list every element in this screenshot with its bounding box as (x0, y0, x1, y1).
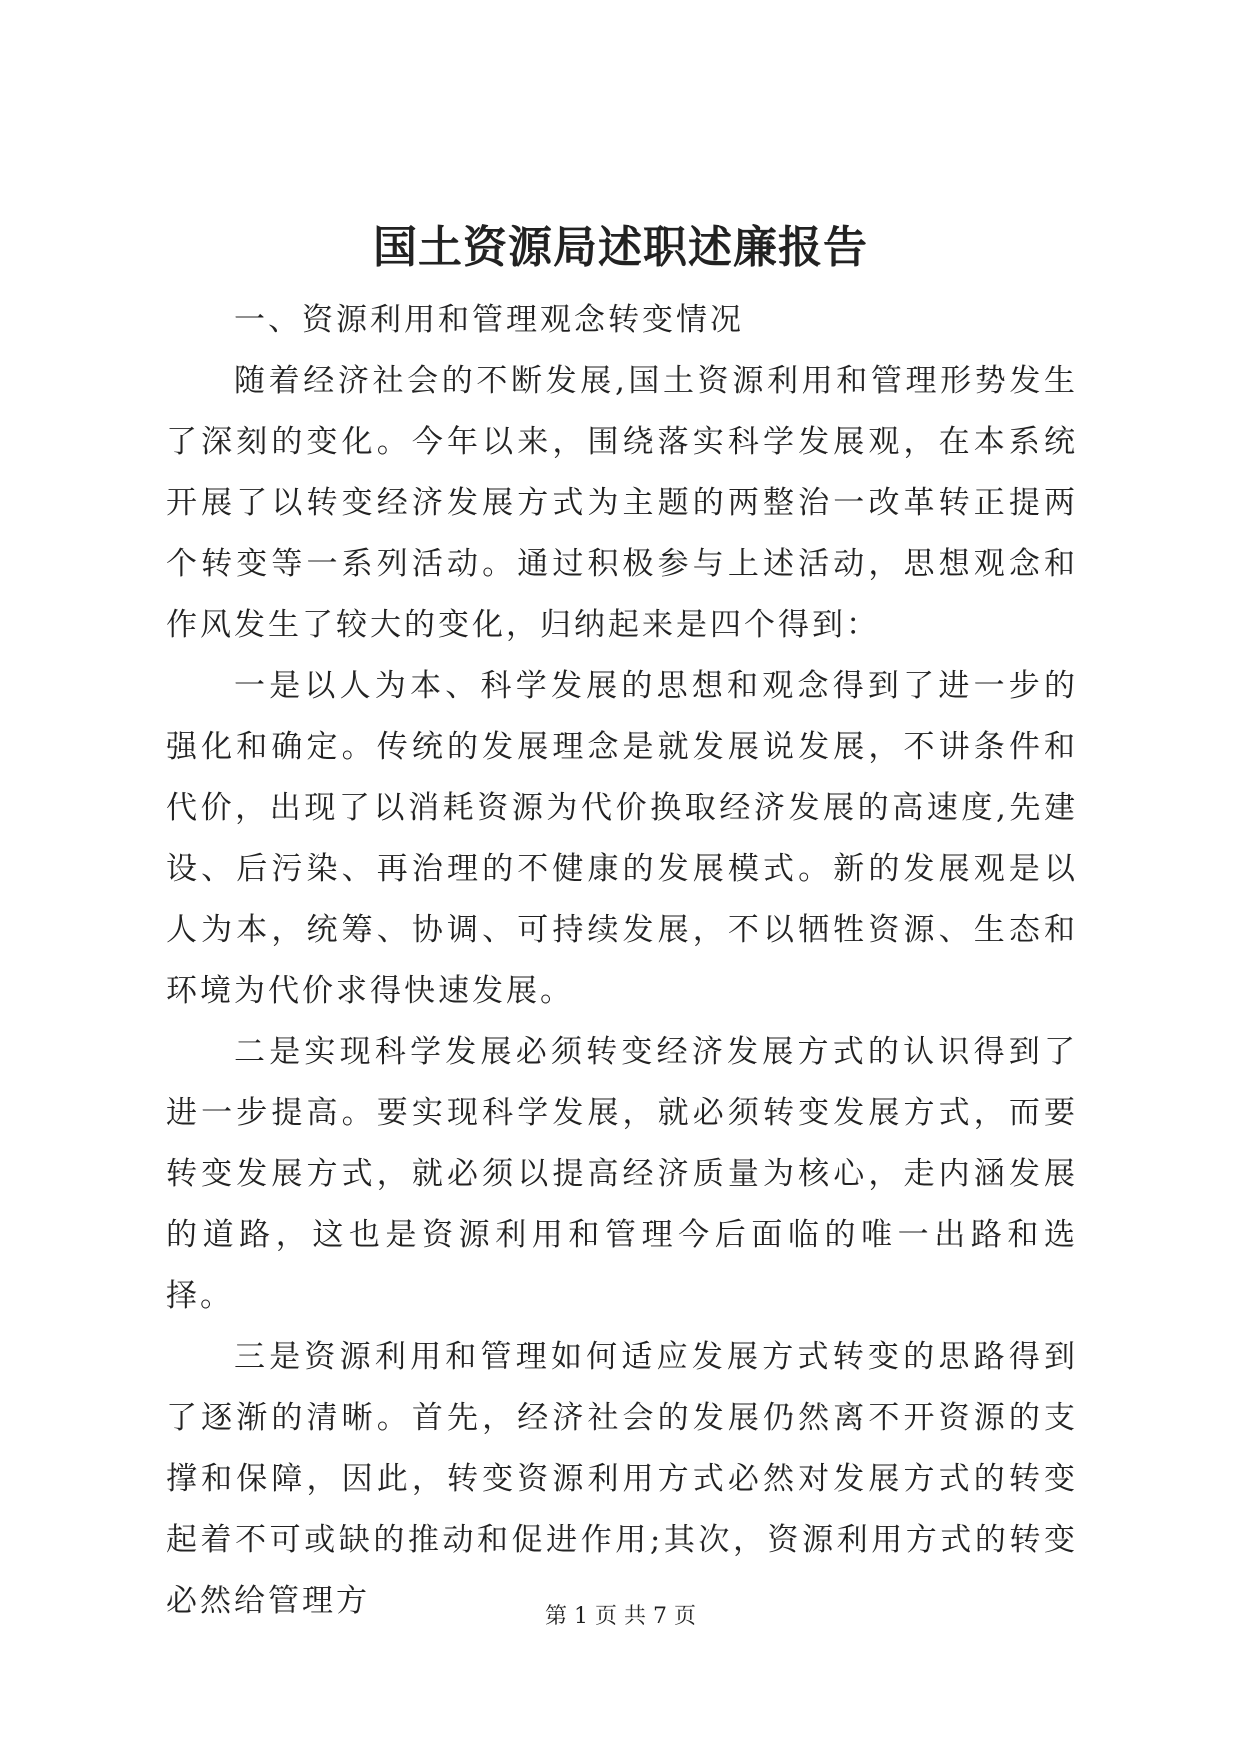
body-paragraph: 二是实现科学发展必须转变经济发展方式的认识得到了进一步提高。要实现科学发展，就必须转变发展方式，而要转变发展方式，就必须以提高经济质量为核心，走内涵发展的道路，这也是资源利用和管理今后面临的唯一出路和选择。 (166, 1034, 1078, 1314)
body-paragraph: 一是以人为本、科学发展的思想和观念得到了进一步的强化和确定。传统的发展理念是就发展说发展，不讲条件和代价，出现了以消耗资源为代价换取经济发展的高速度,先建设、后污染、再治理的不健康的发展模式。新的发展观是以人为本，统筹、协调、可持续发展，不以牺牲资源、生态和环境为代价求得快速发展。 (166, 668, 1078, 1009)
document-title: 国土资源局述职述廉报告 (373, 222, 868, 273)
section-heading: 一、资源利用和管理观念转变情况 (234, 302, 744, 338)
page-number-footer: 第 1 页 共 7 页 (545, 1604, 696, 1629)
document-body (166, 290, 1078, 1632)
body-paragraph: 三是资源利用和管理如何适应发展方式转变的思路得到了逐渐的清晰。首先，经济社会的发展仍然离不开资源的支撑和保障，因此，转变资源利用方式必然对发展方式的转变起着不可或缺的推动和促进作用;其次，资源利用方式的转变必然给管理方 (166, 1339, 1078, 1619)
body-paragraph: 随着经济社会的不断发展,国土资源利用和管理形势发生了深刻的变化。今年以来，围绕落实科学发展观，在本系统开展了以转变经济发展方式为主题的两整治一改革转正提两个转变等一系列活动。通过积极参与上述活动，思想观念和作风发生了较大的变化，归纳起来是四个得到： (166, 363, 1078, 643)
